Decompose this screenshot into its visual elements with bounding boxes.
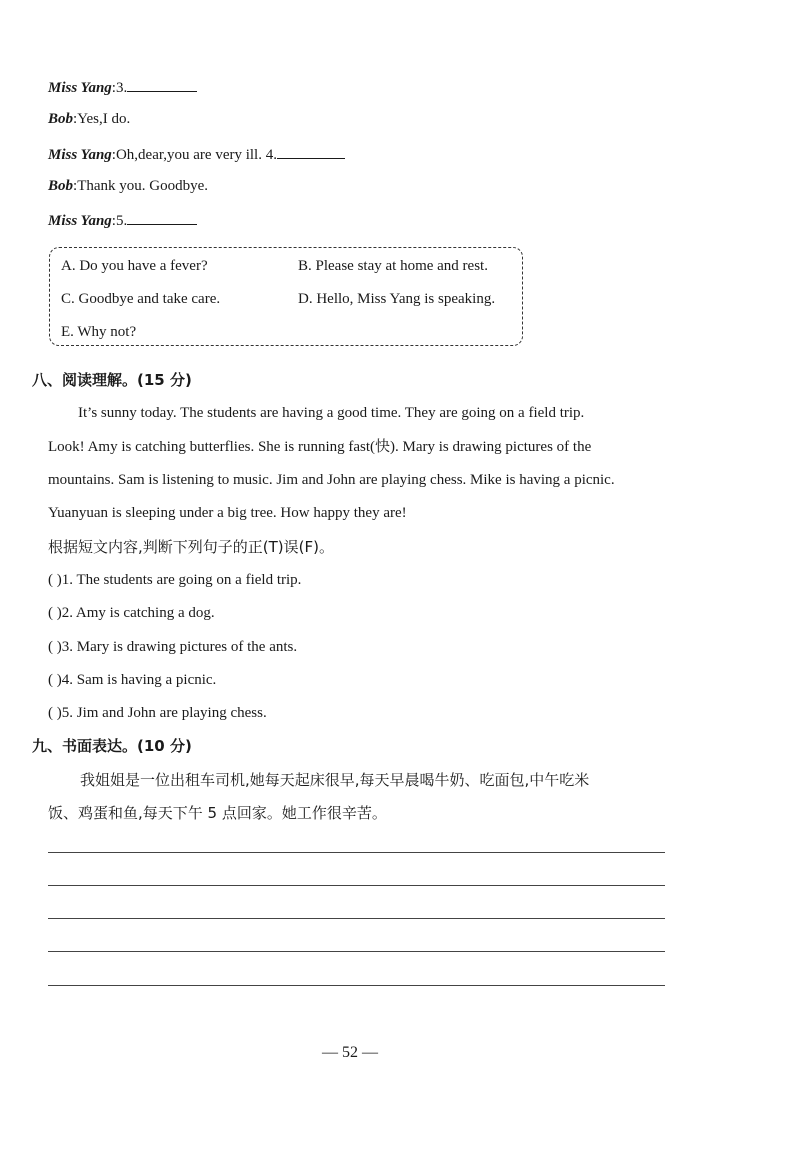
tf-item-4[interactable]: ( )4. Sam is having a picnic. [48,672,217,688]
option-c: C. Goodbye and take care. [61,291,221,307]
writing-line[interactable] [48,852,665,853]
dialogue-line-2 [48,109,130,129]
dialogue-text: Yes,I do. [77,111,131,127]
answer-blank[interactable] [127,209,197,225]
separator: : [111,147,116,163]
page-number: — 52 — [322,1044,378,1061]
option-d: D. Hello, Miss Yang is speaking. [298,291,496,307]
passage-line-3: mountains. Sam is listening to music. Jim and John are playing chess. Mike is having a picnic. [48,472,615,488]
speaker: Bob [48,111,74,127]
blank-number: 4. [265,147,277,163]
separator: : [73,111,78,127]
separator: : [73,178,78,194]
separator: : [111,213,116,229]
dialogue-line-3 [48,143,345,165]
tf-item-2[interactable]: ( )2. Amy is catching a dog. [48,605,215,621]
writing-line[interactable] [48,918,665,919]
answer-blank[interactable] [277,143,345,159]
speaker: Miss Yang [48,213,112,229]
writing-line[interactable] [48,885,665,886]
tf-item-3[interactable]: ( )3. Mary is drawing pictures of the ants. [48,639,298,655]
option-b: B. Please stay at home and rest. [298,258,488,274]
tf-item-5[interactable]: ( )5. Jim and John are playing chess. [48,705,267,721]
speaker: Bob [48,178,74,194]
passage-line-1: It’s sunny today. The students are having a good time. They are going on a field trip. [78,405,585,421]
blank-number: 5. [115,213,128,229]
speaker: Miss Yang [48,147,112,163]
dialogue-text: Oh,dear,you are very ill. [115,147,262,163]
section-8-title: 八、阅读理解。(15 分) [32,371,192,389]
passage-line-4: Yuanyuan is sleeping under a big tree. How happy they are! [48,505,407,521]
writing-prompt-line-2: 饭、鸡蛋和鱼,每天下午 5 点回家。她工作很辛苦。 [48,804,387,822]
passage-line-2: Look! Amy is catching butterflies. She is running fast(快). Mary is drawing pictures of the [48,439,592,455]
blank-number: 3. [115,80,128,96]
section-9-title: 九、书面表达。(10 分) [32,737,192,755]
speaker: Miss Yang [48,80,112,96]
answer-blank[interactable] [127,76,197,92]
dialogue-line-4 [48,176,208,196]
writing-line[interactable] [48,985,665,986]
dialogue-text: Thank you. Goodbye. [77,178,208,194]
option-a: A. Do you have a fever? [61,258,208,274]
section-8-instruction: 根据短文内容,判断下列句子的正(T)误(F)。 [48,538,334,556]
option-e: E. Why not? [61,324,137,340]
tf-item-1[interactable]: ( )1. The students are going on a field trip. [48,572,302,588]
dialogue-line-1 [48,76,197,98]
writing-prompt-line-1: 我姐姐是一位出租车司机,她每天起床很早,每天早晨喝牛奶、吃面包,中午吃米 [80,771,590,789]
dialogue-line-5 [48,209,197,231]
separator: : [111,80,116,96]
writing-line[interactable] [48,951,665,952]
